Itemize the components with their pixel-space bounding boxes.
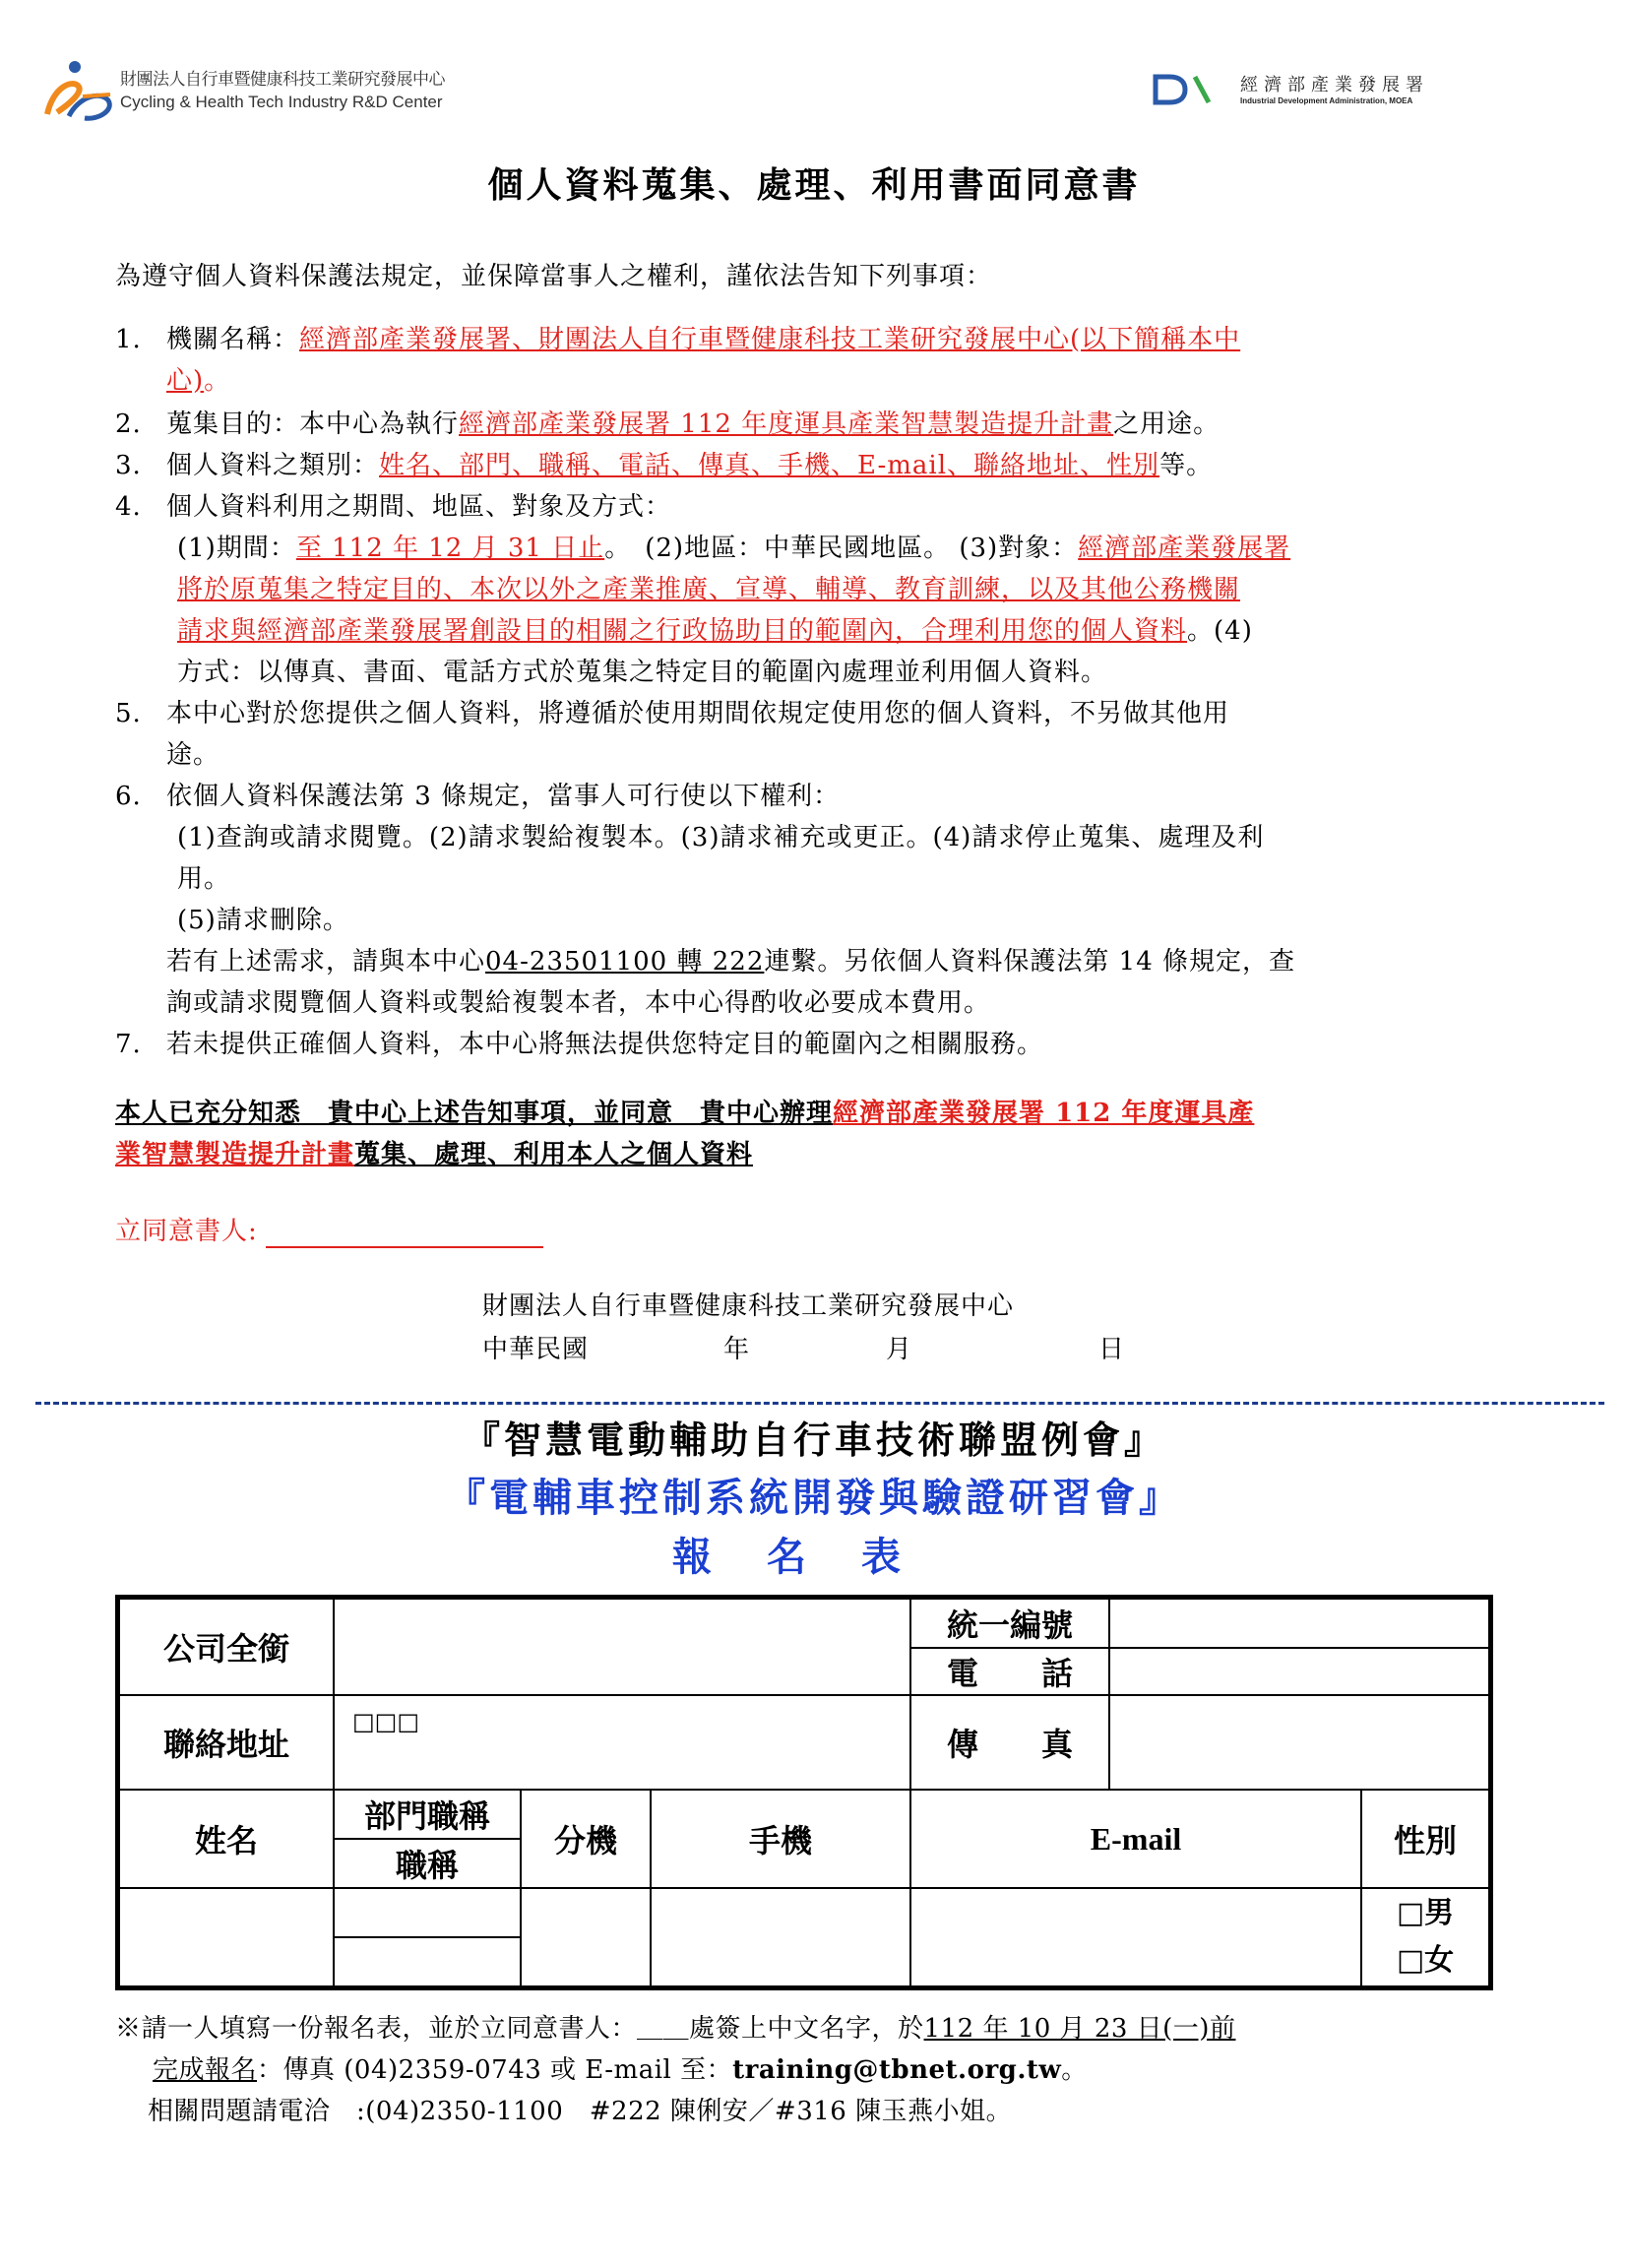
item-4-line1: (1)期間：至 112 年 12 月 31 日止。 (2)地區：中華民國地區。 (3)對象：經濟部產業發展署	[177, 534, 1291, 563]
item-4-line4: 方式：以傳真、書面、電話方式於蒐集之特定目的範圍內處理並利用個人資料。	[177, 658, 1108, 687]
cycling-center-logo-icon	[39, 57, 118, 126]
tax-id-input[interactable]	[1108, 1598, 1490, 1649]
item-6-fee: 詢或請求閱覽個人資料或製給複製本者，本中心得酌收必要成本費用。	[166, 988, 991, 1018]
phone-label: 電 話	[909, 1647, 1110, 1696]
item-4-line3: 請求與經濟部產業發展署創設目的相關之行政協助目的範圍內，合理利用您的個人資料。(4)	[177, 616, 1253, 646]
dept-input[interactable]	[333, 1887, 522, 1938]
footer-date-label: 中華民國	[482, 1335, 590, 1364]
mobile-input[interactable]	[650, 1887, 911, 1987]
signer-line[interactable]	[266, 1246, 543, 1248]
footer-date-month: 月	[886, 1335, 913, 1364]
email-input[interactable]	[909, 1887, 1362, 1987]
note-contact: 相關問題請電洽 :(04)2350-1100 #222 陳俐安／#316 陳玉燕小姐。	[148, 2097, 1013, 2126]
item-6: 6. 依個人資料保護法第 3 條規定，當事人可行使以下權利：	[115, 782, 841, 811]
agreement-line2: 業智慧製造提升計畫蒐集、處理、利用本人之個人資料	[115, 1140, 754, 1169]
gender-female-checkbox[interactable]: □女	[1396, 1943, 1455, 1978]
org-name-english: Cycling & Health Tech Industry R&D Center	[120, 93, 443, 111]
fax-label: 傳 真	[909, 1694, 1110, 1791]
company-label: 公司全銜	[118, 1598, 335, 1696]
consent-intro: 為遵守個人資料保護法規定，並保障當事人之權利，謹依法告知下列事項：	[115, 262, 993, 291]
col-dept: 部門職稱	[333, 1789, 522, 1840]
item-1-cont: 心)。	[166, 366, 231, 396]
title-input[interactable]	[333, 1936, 522, 1987]
registration-table	[115, 1595, 1493, 1990]
form-title: 報名表	[672, 1534, 956, 1580]
item-4-line2: 將於原蒐集之特定目的、本次以外之產業推廣、宣導、輔導、教育訓練，以及其他公務機關	[177, 575, 1241, 604]
name-input[interactable]	[118, 1887, 335, 1987]
cut-line	[35, 1402, 1604, 1405]
tax-id-label: 統一編號	[909, 1598, 1110, 1649]
company-input[interactable]	[333, 1598, 911, 1696]
event-title: 『智慧電動輔助自行車技術聯盟例會』	[462, 1418, 1165, 1462]
address-input[interactable]: □□□	[333, 1694, 911, 1791]
item-1: 1. 機關名稱：經濟部產業發展署、財團法人自行車暨健康科技工業研究發展中心(以下簡稱本中	[115, 325, 1241, 354]
org-name-chinese: 財團法人自行車暨健康科技工業研究發展中心	[120, 70, 445, 90]
item-5-cont: 途。	[166, 740, 220, 770]
col-mobile: 手機	[650, 1789, 911, 1889]
ida-name-chinese: 經濟部產業發展署	[1240, 75, 1429, 95]
address-label: 聯絡地址	[118, 1694, 335, 1791]
col-name: 姓名	[118, 1789, 335, 1889]
footer-date-year: 年	[723, 1335, 751, 1364]
note-line1: ※請一人填寫一份報名表，並於立同意書人：＿＿處簽上中文名字，於112 年 10 月 23 日(一)前	[115, 2014, 1236, 2044]
ext-input[interactable]	[520, 1887, 652, 1987]
col-email: E-mail	[909, 1789, 1362, 1889]
gender-options	[1360, 1887, 1490, 1987]
item-3: 3. 個人資料之類別：姓名、部門、職稱、電話、傳真、手機、E-mail、聯絡地址、性別等。	[115, 451, 1214, 480]
col-title: 職稱	[333, 1838, 522, 1889]
signer-label: 立同意書人:	[115, 1217, 258, 1246]
ida-name-english: Industrial Development Administration, MOEA	[1240, 96, 1413, 105]
ida-logo-icon	[1152, 73, 1213, 106]
item-6-rights: (1)查詢或請求閱覽。(2)請求製給複製本。(3)請求補充或更正。(4)請求停止蒐集、處理及利	[177, 823, 1265, 852]
item-6-rights-cont: 用。	[177, 864, 231, 894]
note-line2: 完成報名：傳真 (04)2359-0743 或 E-mail 至：training@tbnet.org.tw。	[153, 2055, 1088, 2085]
col-ext: 分機	[520, 1789, 652, 1889]
training-email-link[interactable]: training@tbnet.org.tw	[732, 2055, 1062, 2085]
footer-date-day: 日	[1098, 1335, 1126, 1364]
item-5: 5. 本中心對於您提供之個人資料，將遵循於使用期間依規定使用您的個人資料，不另做其他用	[115, 699, 1230, 728]
item-4: 4. 個人資料利用之期間、地區、對象及方式：	[115, 492, 672, 522]
col-gender: 性別	[1360, 1789, 1490, 1889]
gender-male-checkbox[interactable]: □男	[1396, 1896, 1455, 1930]
agreement-line1: 本人已充分知悉 貴中心上述告知事項，並同意 貴中心辦理經濟部產業發展署 112 年度運具產	[115, 1099, 1255, 1128]
phone-input[interactable]	[1108, 1647, 1490, 1696]
item-6-delete: (5)請求刪除。	[177, 906, 349, 935]
item-2: 2. 蒐集目的：本中心為執行經濟部產業發展署 112 年度運具產業智慧製造提升計畫之用途。	[115, 410, 1221, 439]
consent-title: 個人資料蒐集、處理、利用書面同意書	[487, 164, 1141, 206]
fax-input[interactable]	[1108, 1694, 1490, 1791]
item-6-contact: 若有上述需求，請與本中心04-23501100 轉 222連繫。另依個人資料保護法第 14 條規定，查	[166, 947, 1296, 976]
footer-org: 財團法人自行車暨健康科技工業研究發展中心	[482, 1292, 1015, 1321]
item-7: 7. 若未提供正確個人資料，本中心將無法提供您特定目的範圍內之相關服務。	[115, 1030, 1044, 1059]
workshop-title: 『電輔車控制系統開發與驗證研習會』	[446, 1475, 1182, 1521]
